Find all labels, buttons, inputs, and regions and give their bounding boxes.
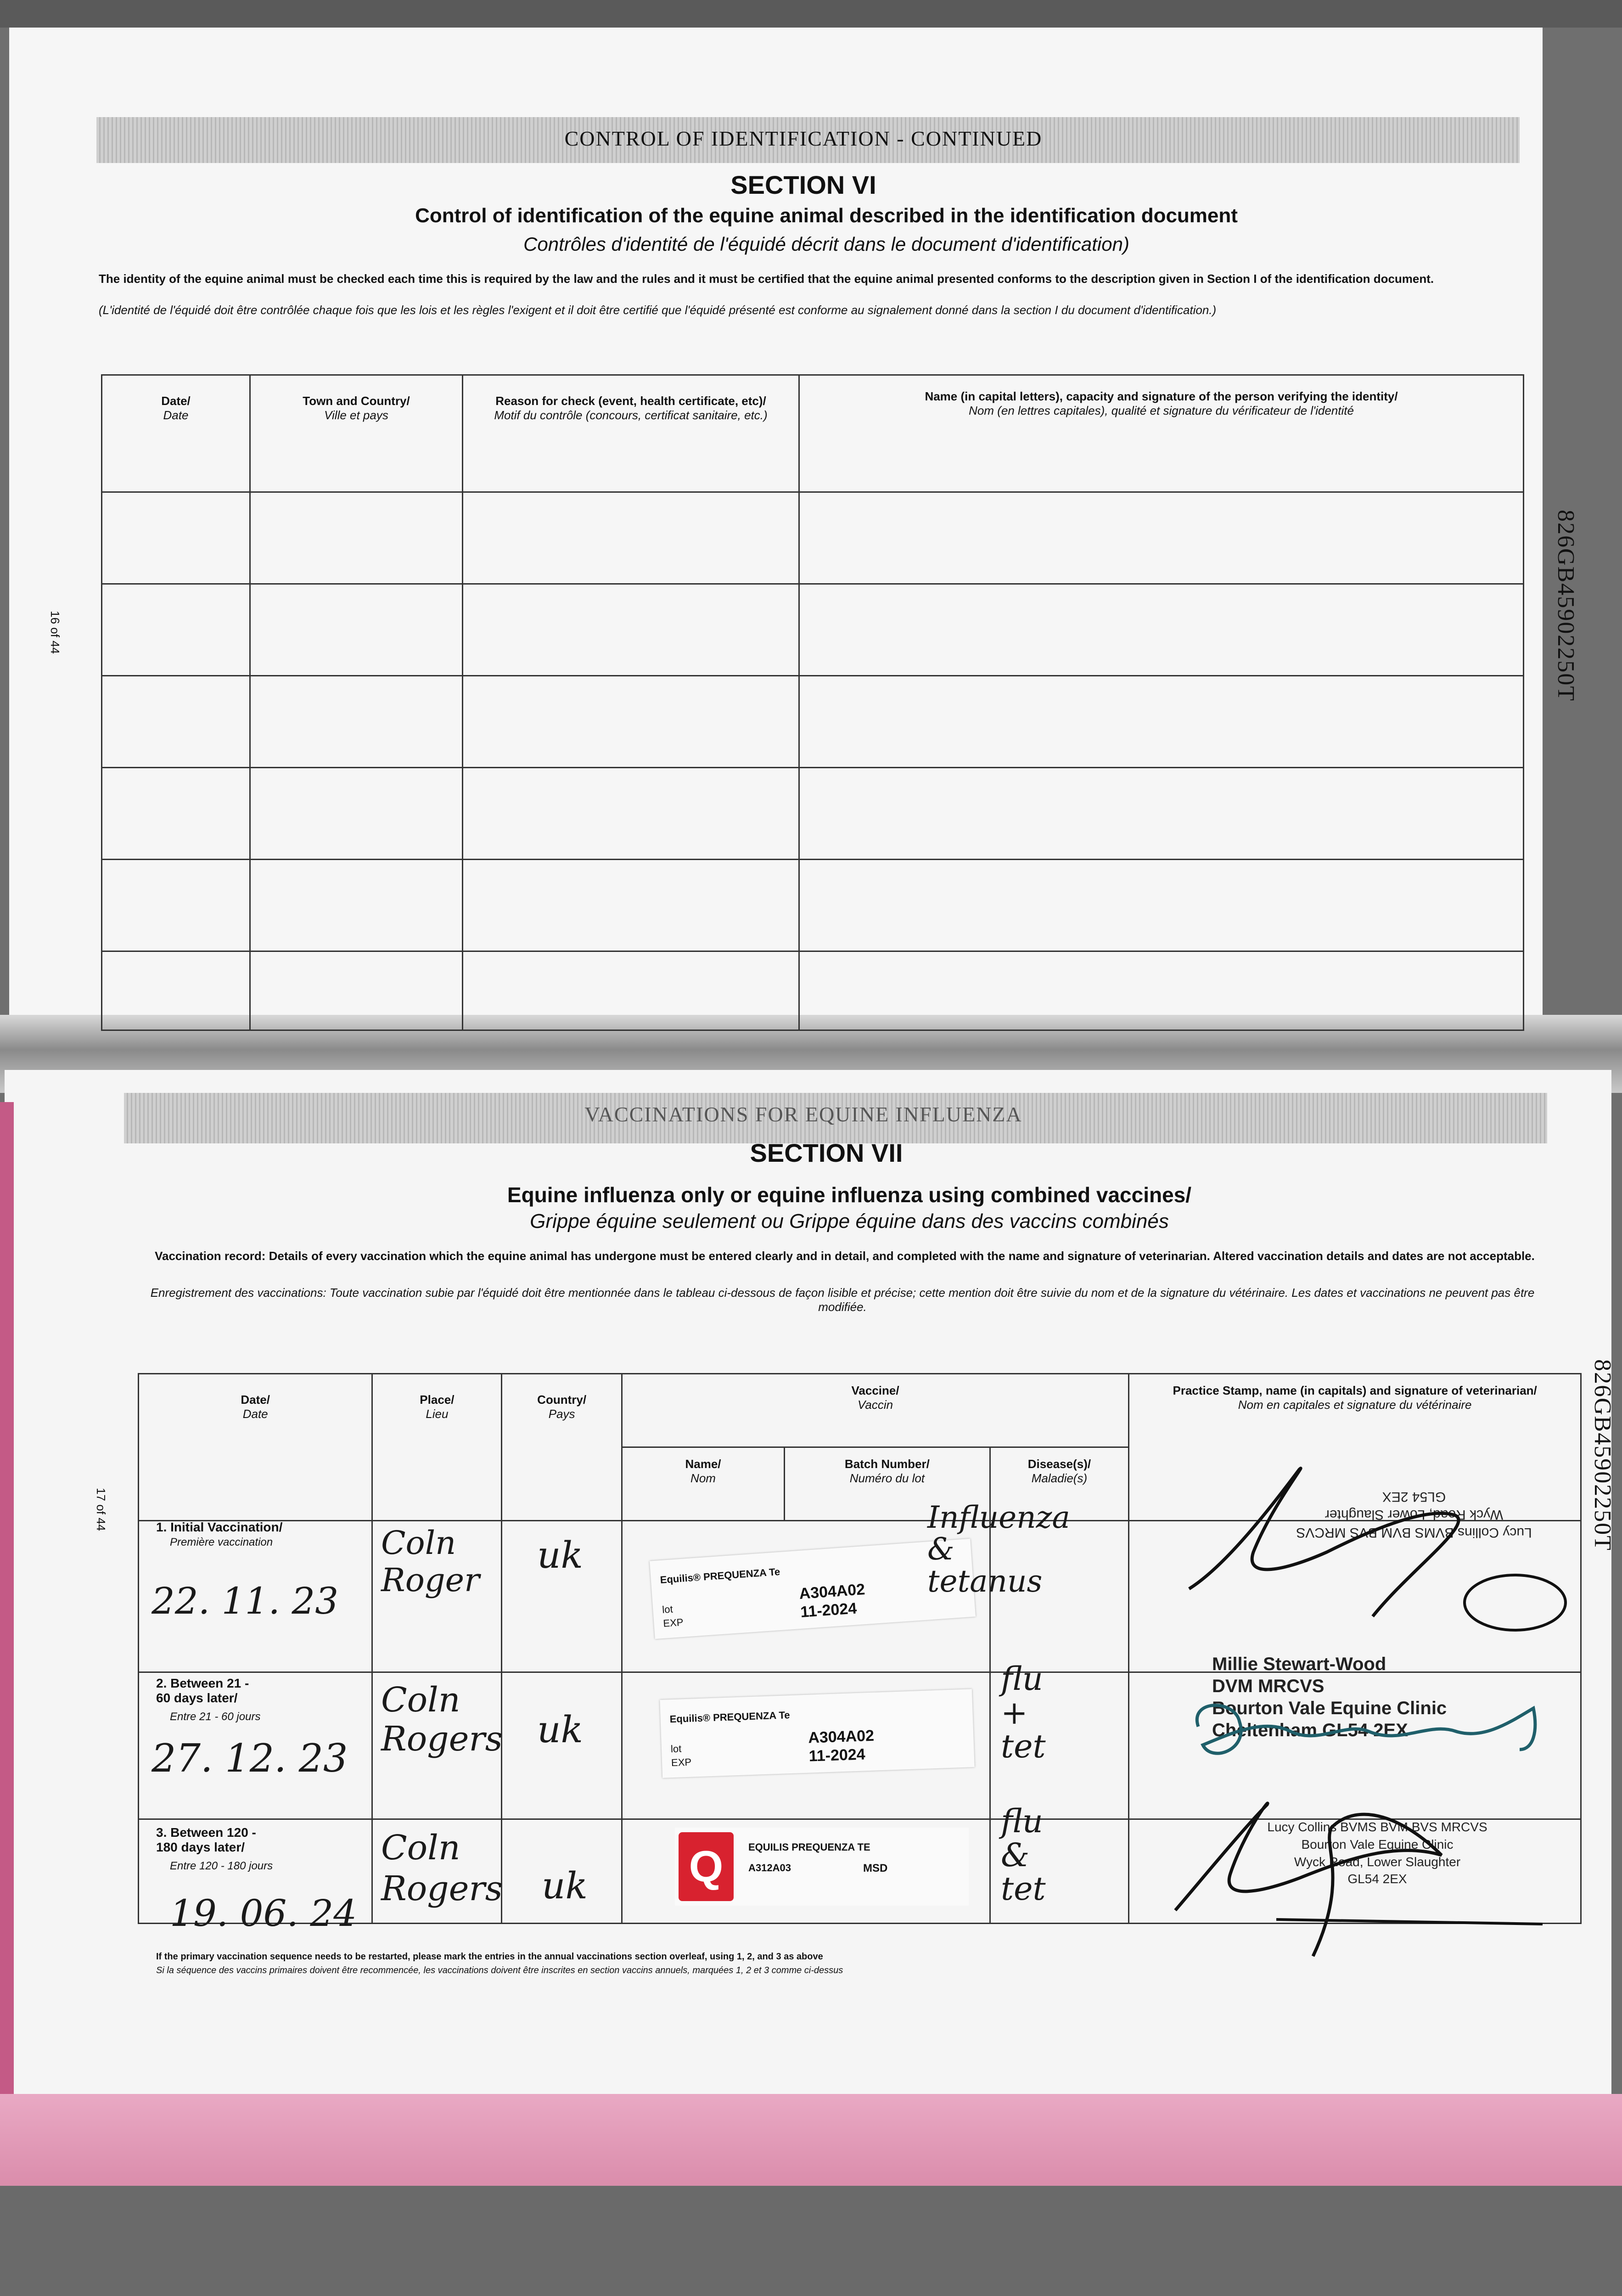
vaccine-sticker-2 [660,1689,975,1778]
row2-exp-label: EXP [671,1756,692,1769]
stamp1-line1: Lucy Collins BVMS BVM BVS MRCVS [1296,1525,1532,1540]
footer-fr: Si la séquence des vaccins primaires doivent être recommencée, les vaccinations doivent être inscrites en section vaccins annuels, marquées 1, 2 et 3 comme ci-dessus [156,1965,843,1975]
row3-vaccine-name: EQUILIS PREQUENZA TE [748,1841,870,1853]
col-header-vaccine: Vaccine/ Vaccin [622,1374,1128,1447]
row2-date: 27. 12. 23 [152,1736,348,1781]
row1-exp-label: EXP [662,1616,684,1629]
page-number-17: 17 of 44 [94,1488,108,1531]
note-en: Vaccination record: Details of every vaccination which the equine animal has undergone must be entered clearly and in detail, and completed with the name and signature of veterinarian. Altered vaccination details and dates are not acceptable. [155,1249,1535,1263]
row1-expiry: 11-2024 [800,1599,858,1621]
passport-number-top: 826GB45902250T [1553,510,1579,702]
row1-label-fr: Première vaccination [170,1536,273,1548]
cover-edge [0,1102,14,2158]
note-en: The identity of the equine animal must be checked each time this is required by the law and the rules and it must be certified that the equine animal presented conforms to the description given in Section I of the identification document. [99,272,1434,286]
row1-place: Coln Roger [381,1524,480,1599]
heading-en: Control of identification of the equine animal described in the identification document [415,204,1238,227]
row2-disease: flu + tet [1001,1660,1046,1765]
col-header-vaccine-name: Name/ Nom [622,1447,784,1521]
table-row [102,860,1524,951]
stamp1-line2: Wyck Road, Lower Slaughter [1325,1507,1504,1522]
signature-1 [1134,1451,1575,1635]
page-number-16: 16 of 44 [48,611,62,654]
row2-expiry: 11-2024 [808,1745,866,1765]
band-title: VACCINATIONS FOR EQUINE INFLUENZA [584,1103,1022,1126]
table-row [102,492,1524,584]
row2-label-fr: Entre 21 - 60 jours [170,1711,261,1723]
row3-label: 3. Between 120 - 180 days later/ [156,1825,256,1854]
scanner-background [0,0,1622,28]
heading-fr: Grippe équine seulement ou Grippe équine dans des vaccins combinés [530,1210,1169,1232]
passport-number-bottom: 826GB45902250T [1589,1359,1616,1551]
col-header-name: Name (in capital letters), capacity and signature of the person verifying the identity/ Nom (en lettres capitales), qualité et signature du vérificateur de l'identité [799,375,1524,492]
row1-disease: Influenza & tetanus [927,1500,1070,1599]
table-row [102,951,1524,1030]
row1-date: 22. 11. 23 [152,1580,339,1622]
row1-lot-label: lot [662,1603,673,1615]
signature-3 [1148,1773,1561,1975]
row3-label-fr: Entre 120 - 180 jours [170,1860,273,1872]
col-header-town: Town and Country/ Ville et pays [250,375,463,492]
row2-country: uk [537,1708,583,1751]
heading-fr: Contrôles d'identité de l'équidé décrit dans le document d'identification) [523,233,1129,255]
identity-check-table [101,374,1524,1031]
stamp1-line3: GL54 2EX [1382,1489,1446,1504]
stamp2-line1: Millie Stewart-Wood [1212,1654,1386,1674]
stamp3-line1: Lucy Collins BVMS BVM BVS MRCVS [1267,1820,1487,1834]
note-fr: (L'identité de l'équidé doit être contrôlée chaque fois que les lois et les règles l'exigent et il doit être certifié que l'équidé présenté est conforme au signalement donné dans la section I du document d'identification.) [99,303,1217,317]
col-header-batch: Batch Number/ Numéro du lot [785,1447,990,1521]
row3-batch: A312A03 [748,1862,791,1874]
row3-place: Coln Rogers [381,1828,503,1908]
table-row [102,584,1524,676]
row2-label: 2. Between 21 - 60 days later/ [156,1676,249,1705]
row3-disease: flu & tet [1001,1802,1046,1908]
section-title: SECTION VI [730,170,876,199]
row2-vaccine-name: Equilis® PREQUENZA Te [669,1709,790,1725]
band-title: CONTROL OF IDENTIFICATION - CONTINUED [564,127,1043,150]
col-header-place: Place/ Lieu [372,1374,502,1521]
footer-en: If the primary vaccination sequence needs to be restarted, please mark the entries in the annual vaccinations section overleaf, using 1, 2, and 3 as above [156,1952,823,1962]
col-header-disease: Disease(s)/ Maladie(s) [990,1447,1129,1521]
col-header-reason: Reason for check (event, health certificate, etc)/ Motif du contrôle (concours, certificat sanitaire, etc.) [463,375,799,492]
msd-logo: MSD [863,1862,888,1874]
row3-country: uk [542,1864,588,1907]
stamp2-line2: DVM MRCVS [1212,1676,1325,1696]
stamp2-line3: Bourton Vale Equine Clinic [1212,1698,1447,1718]
row2-lot-label: lot [670,1743,682,1755]
row1-label: 1. Initial Vaccination/ [156,1520,283,1534]
stamp3-line2: Bourton Vale Equine Clinic [1301,1837,1454,1851]
section-title: SECTION VII [750,1138,903,1167]
row2-place: Coln Rogers [381,1680,503,1759]
stamp3-line4: GL54 2EX [1347,1872,1407,1886]
col-header-stamp: Practice Stamp, name (in capitals) and signature of veterinarian/ Nom en capitales et signature du vétérinaire [1129,1374,1581,1521]
row3-date: 19. 06. 24 [170,1892,357,1935]
stamp2-line4: Cheltenham GL54 2EX [1212,1720,1408,1740]
row2-batch: A304A02 [808,1727,875,1747]
col-header-date: Date/ Date [139,1374,372,1521]
row1-batch: A304A02 [798,1581,866,1603]
scanner-background-bottom [0,2186,1622,2296]
table-row [102,768,1524,860]
heading-en: Equine influenza only or equine influenza using combined vaccines/ [507,1183,1192,1207]
table-row [102,676,1524,768]
signature-2 [1171,1681,1566,1773]
row1-country: uk [537,1534,583,1576]
pink-cover-edge [0,2094,1622,2195]
col-header-country: Country/ Pays [502,1374,622,1521]
stamp3-line3: Wyck Road, Lower Slaughter [1294,1854,1461,1869]
vaccine-sticker-3 [675,1828,969,1906]
q-logo: Q [679,1832,734,1901]
col-header-date: Date/ Date [102,375,250,492]
note-fr: Enregistrement des vaccinations: Toute vaccination subie par l'équidé doit être mentionnée dans le tableau ci-dessous de façon lisible et précise; cette mention doit être suivie du nom et de la signature du vétérinaire. Les dates et vaccinations ne peuvent pas être modifiée. [150,1286,1535,1314]
row1-vaccine-name: Equilis® PREQUENZA Te [659,1565,780,1586]
